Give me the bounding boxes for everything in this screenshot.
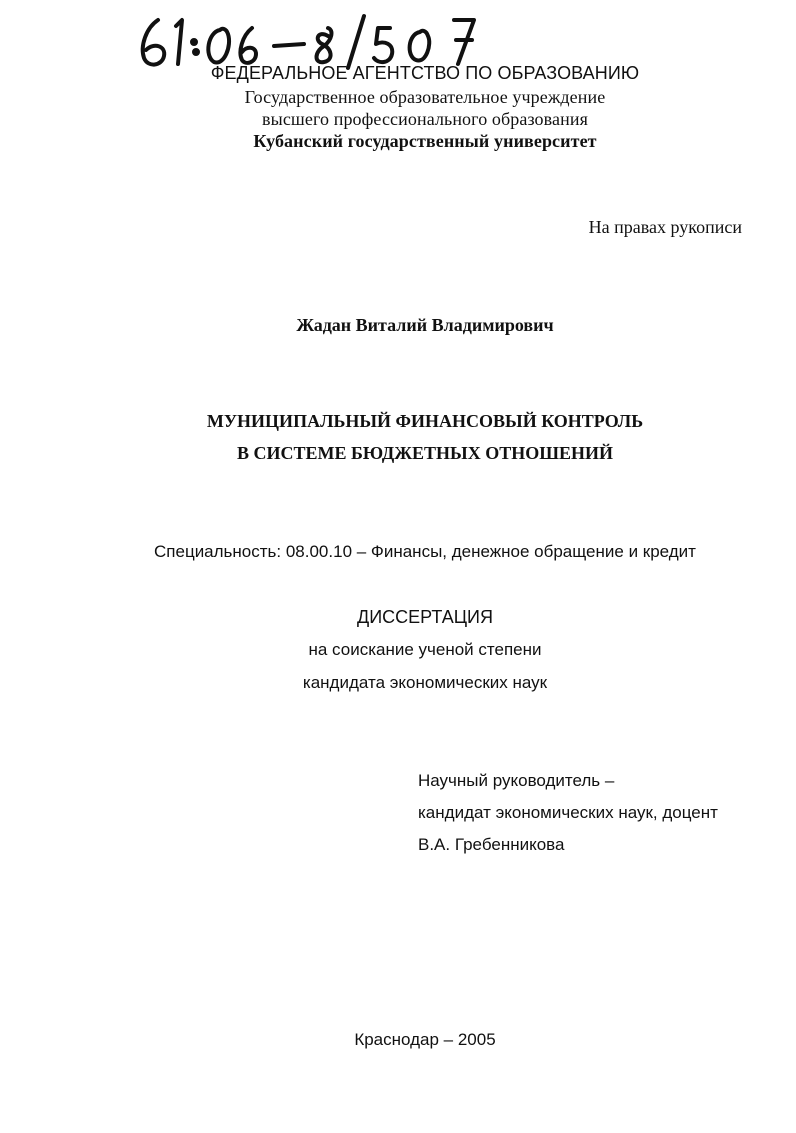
- institution-line-2: высшего профессионального образования: [262, 109, 588, 129]
- degree-purpose-line-1: на соискание ученой степени: [308, 640, 542, 659]
- specialty: Специальность: 08.00.10 – Финансы, денежное обращение и кредит: [154, 542, 696, 561]
- rights-note: На правах рукописи: [588, 217, 742, 237]
- institution-line-1: Государственное образовательное учреждение: [244, 87, 606, 107]
- university-name: Кубанский государственный университет: [253, 131, 597, 151]
- supervisor-label: Научный руководитель –: [418, 771, 615, 790]
- author-name: Жадан Виталий Владимирович: [296, 315, 554, 335]
- supervisor-degree: кандидат экономических наук, доцент: [418, 803, 718, 822]
- dissertation-type: ДИССЕРТАЦИЯ: [357, 607, 493, 627]
- degree-purpose-line-2: кандидата экономических наук: [302, 673, 548, 692]
- city-year: Краснодар – 2005: [354, 1030, 496, 1049]
- title-line-2: В СИСТЕМЕ БЮДЖЕТНЫХ ОТНОШЕНИЙ: [237, 443, 613, 463]
- supervisor-name: В.А. Гребенникова: [418, 835, 565, 854]
- agency-name: ФЕДЕРАЛЬНОЕ АГЕНТСТВО ПО ОБРАЗОВАНИЮ: [210, 63, 640, 83]
- title-line-1: МУНИЦИПАЛЬНЫЙ ФИНАНСОВЫЙ КОНТРОЛЬ: [206, 411, 644, 431]
